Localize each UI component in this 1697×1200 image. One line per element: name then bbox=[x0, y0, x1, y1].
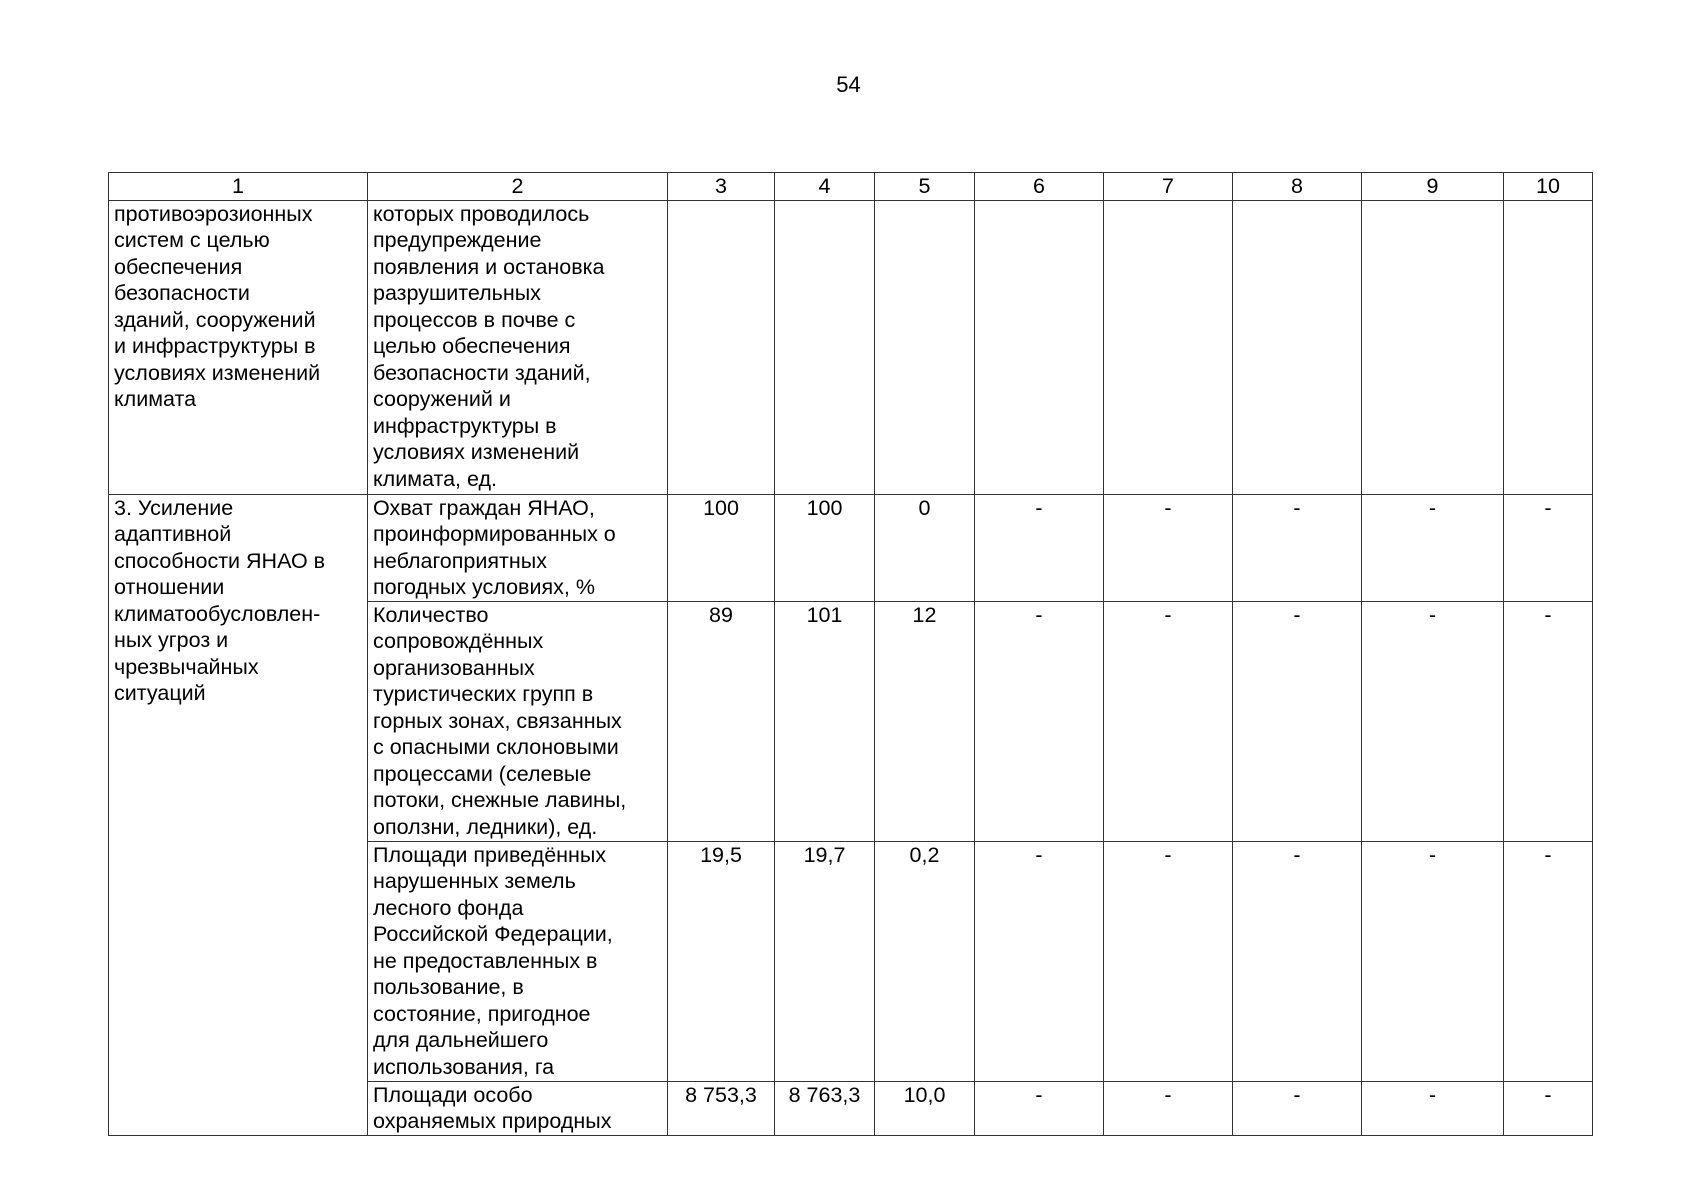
value-cell: 100 bbox=[668, 494, 775, 601]
value-cell bbox=[1362, 200, 1504, 494]
value-cell bbox=[975, 200, 1104, 494]
value-cell: - bbox=[975, 841, 1104, 1081]
value-cell bbox=[668, 200, 775, 494]
column-header: 8 bbox=[1233, 173, 1362, 201]
indicators-table bbox=[108, 172, 1593, 1136]
page-number: 54 bbox=[836, 72, 861, 97]
indicator-text: Охват граждан ЯНАО, проинформированных о неблагоприятных погодных условиях, % bbox=[373, 495, 616, 599]
value-cell: - bbox=[1104, 601, 1233, 841]
value-cell bbox=[1233, 200, 1362, 494]
indicator-cell bbox=[368, 1081, 668, 1135]
indicator-text: которых проводилось предупреждение появления и остановка разрушительных процессов в почве с целью обеспечения безопасности зданий, сооружений и инфраструктуры в условиях изменений климата, ед. bbox=[373, 201, 605, 491]
value-cell: - bbox=[1362, 841, 1504, 1081]
value-cell: - bbox=[1362, 1081, 1504, 1135]
column-header: 6 bbox=[975, 173, 1104, 201]
indicator-text: Площади приведённых нарушенных земель лесного фонда Российской Федерации, не предоставленных в пользование, в состояние, пригодное для дальнейшего использования, га bbox=[373, 842, 613, 1079]
value-cell: - bbox=[1233, 841, 1362, 1081]
value-cell: - bbox=[1504, 494, 1593, 601]
indicator-cell bbox=[368, 494, 668, 601]
value-cell: 0 bbox=[875, 494, 975, 601]
column-header: 7 bbox=[1104, 173, 1233, 201]
value-cell: - bbox=[975, 1081, 1104, 1135]
value-cell: - bbox=[1362, 601, 1504, 841]
value-cell: - bbox=[1504, 841, 1593, 1081]
indicator-cell bbox=[368, 841, 668, 1081]
table-header-row bbox=[109, 173, 1593, 201]
table-row bbox=[109, 494, 1593, 601]
value-cell: 8 753,3 bbox=[668, 1081, 775, 1135]
value-cell: - bbox=[1233, 494, 1362, 601]
goal-text: противоэрозионных систем с целью обеспечения безопасности зданий, сооружений и инфраструктуры в условиях изменений климата bbox=[114, 201, 321, 411]
goal-text: 3. Усиление адаптивной способности ЯНАО в отношении климатообусловлен- ных угроз и чрезвычайных ситуаций bbox=[114, 495, 326, 705]
column-header: 1 bbox=[109, 173, 368, 201]
value-cell bbox=[775, 200, 875, 494]
table-row bbox=[109, 200, 1593, 494]
value-cell: 12 bbox=[875, 601, 975, 841]
value-cell: - bbox=[1104, 494, 1233, 601]
value-cell: 19,7 bbox=[775, 841, 875, 1081]
value-cell: - bbox=[975, 601, 1104, 841]
value-cell: 101 bbox=[775, 601, 875, 841]
value-cell: - bbox=[1104, 841, 1233, 1081]
value-cell: 89 bbox=[668, 601, 775, 841]
goal-cell bbox=[109, 200, 368, 494]
indicator-cell bbox=[368, 601, 668, 841]
indicator-cell bbox=[368, 200, 668, 494]
value-cell: 8 763,3 bbox=[775, 1081, 875, 1135]
column-header: 10 bbox=[1504, 173, 1593, 201]
value-cell: - bbox=[975, 494, 1104, 601]
value-cell bbox=[1104, 200, 1233, 494]
column-header: 9 bbox=[1362, 173, 1504, 201]
column-header: 3 bbox=[668, 173, 775, 201]
column-header: 4 bbox=[775, 173, 875, 201]
column-header: 2 bbox=[368, 173, 668, 201]
value-cell: 0,2 bbox=[875, 841, 975, 1081]
indicator-text: Количество сопровождённых организованных туристических групп в горных зонах, связанных с опасными склоновыми процессами (селевые потоки, снежные лавины, оползни, ледники), ед. bbox=[373, 602, 627, 839]
column-header: 5 bbox=[875, 173, 975, 201]
value-cell: 10,0 bbox=[875, 1081, 975, 1135]
goal-cell bbox=[109, 494, 368, 1135]
value-cell bbox=[875, 200, 975, 494]
value-cell: 19,5 bbox=[668, 841, 775, 1081]
value-cell: - bbox=[1104, 1081, 1233, 1135]
value-cell: - bbox=[1233, 601, 1362, 841]
value-cell: - bbox=[1504, 601, 1593, 841]
value-cell: - bbox=[1504, 1081, 1593, 1135]
value-cell bbox=[1504, 200, 1593, 494]
value-cell: - bbox=[1233, 1081, 1362, 1135]
value-cell: 100 bbox=[775, 494, 875, 601]
indicator-text: Площади особо охраняемых природных bbox=[373, 1082, 612, 1133]
value-cell: - bbox=[1362, 494, 1504, 601]
